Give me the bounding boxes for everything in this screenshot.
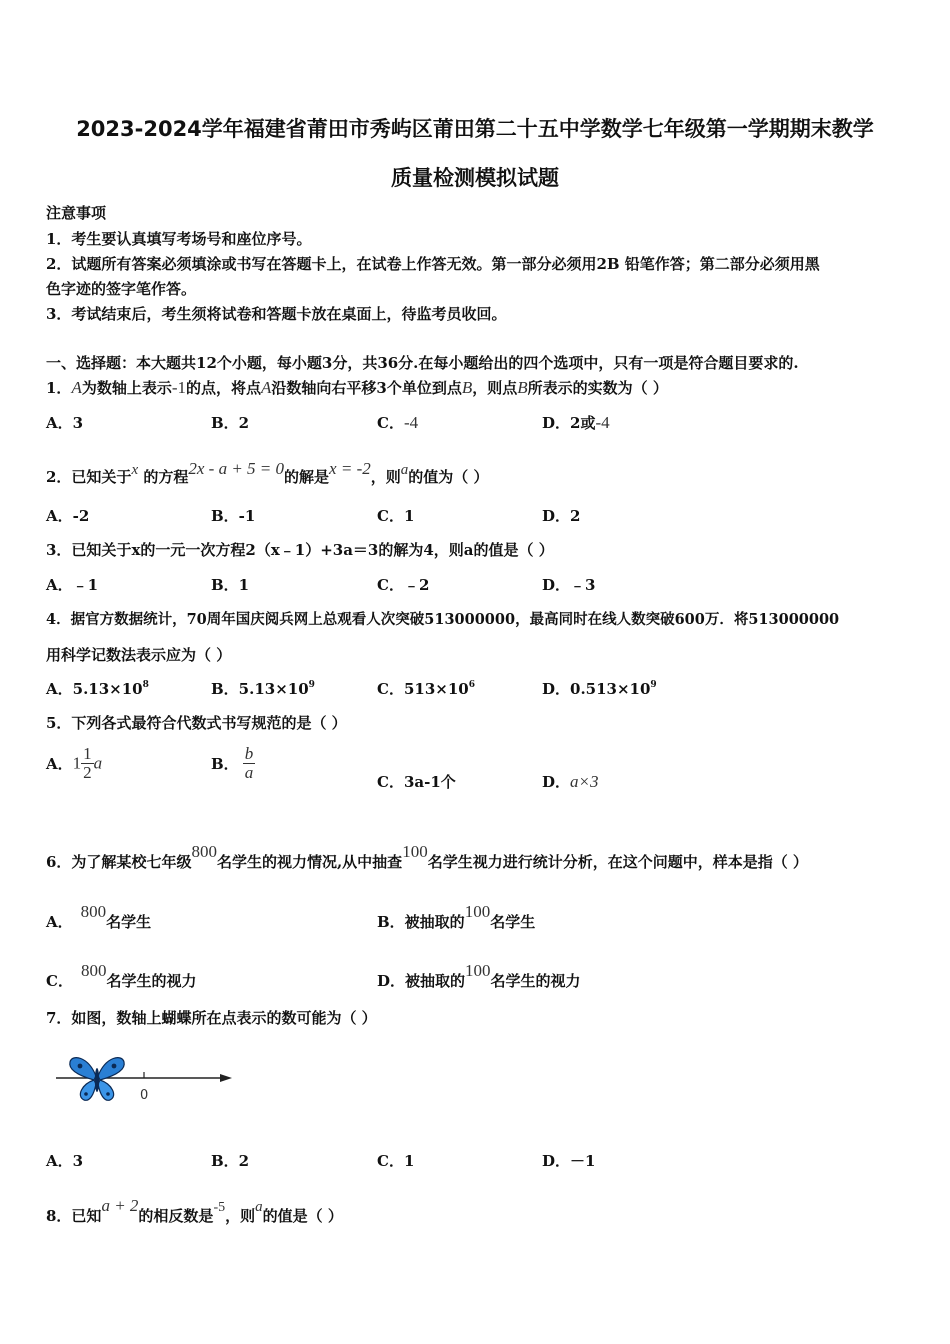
question-8: 8．已知a + 2的相反数是-5，则a的值是（ ） <box>46 1196 343 1225</box>
q3-option-c: C．﹣2 <box>377 576 430 594</box>
q5-option-b: B． $\frac{b}{a}$ <box>211 744 254 782</box>
q1-option-d: D．2或-4 <box>542 413 610 432</box>
q3-option-a: A．﹣1 <box>46 576 99 594</box>
butterfly-icon <box>70 1058 124 1101</box>
notice-item-2a: 2．试题所有答案必须填涂或书写在答题卡上，在试卷上作答无效。第一部分必须用2B 铅笔作答；第二部分必须用黑 <box>46 255 820 273</box>
q2-option-d: D．2 <box>542 507 581 525</box>
question-4-line1: 4．据官方数据统计，70周年国庆阅兵网上总观看人次突破513000000，最高同时在线人数突破600万．将513000000 <box>46 611 840 628</box>
question-4-line2: 用科学记数法表示应为（ ） <box>46 646 232 664</box>
number-line-figure <box>52 1050 242 1110</box>
q5-option-c: C．3a-1个 <box>377 773 456 791</box>
notice-item-2b: 色字迹的签字笔作答。 <box>46 280 197 298</box>
q6-option-a: A．800名学生 <box>46 902 152 931</box>
document-title-line1: 2023-2024学年福建省莆田市秀屿区莆田第二十五中学数学七年级第一学期期末教学 <box>76 117 874 141</box>
q4-option-a: A．$5.13\times 10^8$ <box>46 680 149 698</box>
q6-option-c: C．800名学生的视力 <box>46 961 197 990</box>
q3-option-b: B．1 <box>211 576 250 594</box>
question-7: 7．如图，数轴上蝴蝶所在点表示的数可能为（ ） <box>46 1009 377 1027</box>
q6-option-d: D．被抽取的100名学生的视力 <box>377 961 581 990</box>
q7-option-d: D．－1 <box>542 1152 596 1170</box>
document-title-line2: 质量检测模拟试题 <box>391 166 559 190</box>
q7-option-c: C．1 <box>377 1152 415 1170</box>
question-3: 3．已知关于x的一元一次方程2（x﹣1）+3a＝3的解为4，则a的值是（ ） <box>46 541 554 559</box>
q7-option-b: B．2 <box>211 1152 250 1170</box>
question-5: 5．下列各式最符合代数式书写规范的是（ ） <box>46 714 347 732</box>
notice-item-3: 3．考试结束后，考生须将试卷和答题卡放在桌面上，待监考员收回。 <box>46 305 507 323</box>
q5-option-d: D．a×3 <box>542 772 599 791</box>
notice-heading: 注意事项 <box>46 204 107 222</box>
question-1: 1．A为数轴上表示-1的点，将点A沿数轴向右平移3个单位到点B，则点B所表示的实数为（ ） <box>46 378 668 397</box>
question-2: 2．已知关于x 的方程2x - a + 5 = 0的解是x = -2，则a的值为（ ） <box>46 459 489 486</box>
q1-option-c: C．-4 <box>377 413 419 432</box>
q2-option-b: B．-1 <box>211 507 256 525</box>
q6-option-b: B．被抽取的100名学生 <box>377 902 536 931</box>
q3-option-d: D．﹣3 <box>542 576 596 594</box>
section-heading: 一、选择题：本大题共12个小题，每小题3分，共36分.在每小题给出的四个选项中，只有一项是符合题目要求的. <box>46 354 799 372</box>
notice-item-1: 1．考生要认真填写考场号和座位序号。 <box>46 230 312 248</box>
q2-option-c: C．1 <box>377 507 415 525</box>
q7-option-a: A．3 <box>46 1152 84 1170</box>
q1-option-a: A．3 <box>46 414 84 432</box>
question-6: 6．为了解某校七年级800名学生的视力情况,从中抽查100名学生视力进行统计分析，在这个问题中，样本是指（ ） <box>46 842 808 871</box>
arrow-icon <box>220 1074 232 1082</box>
number-line-svg <box>52 1050 242 1110</box>
q1-option-b: B．2 <box>211 414 250 432</box>
q5-option-a: A．1 $\frac{1}{2}$ a <box>46 744 103 782</box>
q2-option-a: A．-2 <box>46 507 90 525</box>
q4-option-b: B．$5.13\times 10^9$ <box>211 680 315 698</box>
q4-option-c: C．$513\times 10^6$ <box>377 680 475 698</box>
q4-option-d: D．$0.513\times 10^9$ <box>542 680 657 698</box>
zero-label: 0 <box>140 1088 149 1103</box>
